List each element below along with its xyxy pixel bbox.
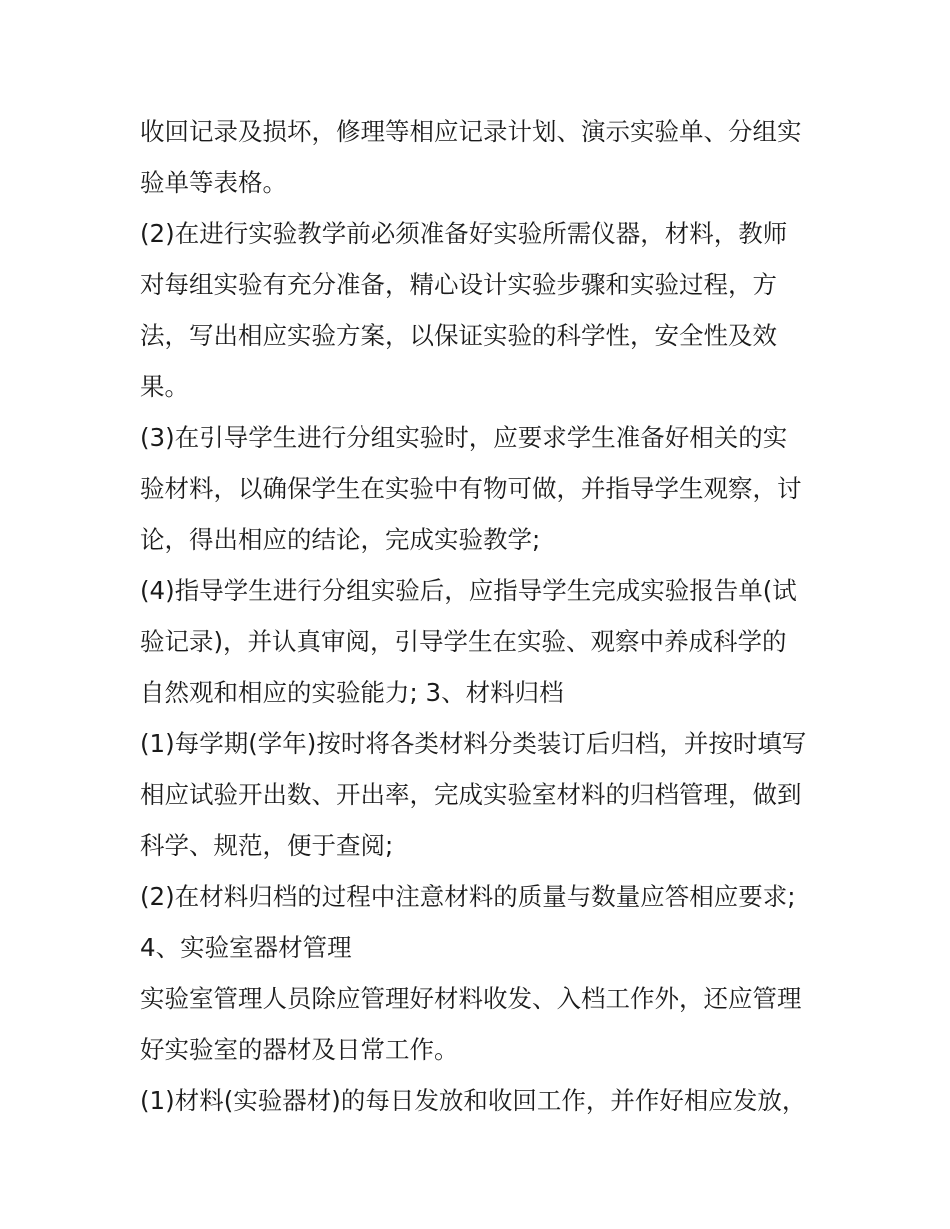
text-line: 科学、规范，便于查阅; xyxy=(140,831,394,860)
text-line: 对每组实验有充分准备，精心设计实验步骤和实验过程，方 xyxy=(140,270,777,299)
text-line: 法，写出相应实验方案，以保证实验的科学性，安全性及效 xyxy=(140,321,777,350)
text-line: (1)每学期(学年)按时将各类材料分类装订后归档，并按时填写 xyxy=(140,729,807,758)
text-line: 验单等表格。 xyxy=(140,168,287,197)
text-line: 4、实验室器材管理 xyxy=(140,933,352,962)
text-line: 自然观和相应的实验能力; 3、材料归档 xyxy=(140,678,564,707)
text-line: 收回记录及损坏，修理等相应记录计划、演示实验单、分组实 xyxy=(140,117,802,146)
text-line: 相应试验开出数、开出率，完成实验室材料的归档管理，做到 xyxy=(140,780,802,809)
text-line: (3)在引导学生进行分组实验时，应要求学生准备好相关的实 xyxy=(140,423,788,452)
text-line: 论，得出相应的结论，完成实验教学; xyxy=(140,525,541,554)
text-line: (1)材料(实验器材)的每日发放和收回工作，并作好相应发放， xyxy=(140,1086,807,1115)
text-line: 验材料，以确保学生在实验中有物可做，并指导学生观察，讨 xyxy=(140,474,802,503)
document-body xyxy=(140,106,820,1126)
text-line: (4)指导学生进行分组实验后，应指导学生完成实验报告单(试 xyxy=(140,576,797,605)
text-line: (2)在进行实验教学前必须准备好实验所需仪器，材料，教师 xyxy=(140,219,788,248)
text-line: 好实验室的器材及日常工作。 xyxy=(140,1035,459,1064)
text-line: 验记录)，并认真审阅，引导学生在实验、观察中养成科学的 xyxy=(140,627,787,656)
text-line: (2)在材料归档的过程中注意材料的质量与数量应答相应要求; xyxy=(140,882,796,911)
text-line: 果。 xyxy=(140,372,189,401)
text-line: 实验室管理人员除应管理好材料收发、入档工作外，还应管理 xyxy=(140,984,802,1013)
